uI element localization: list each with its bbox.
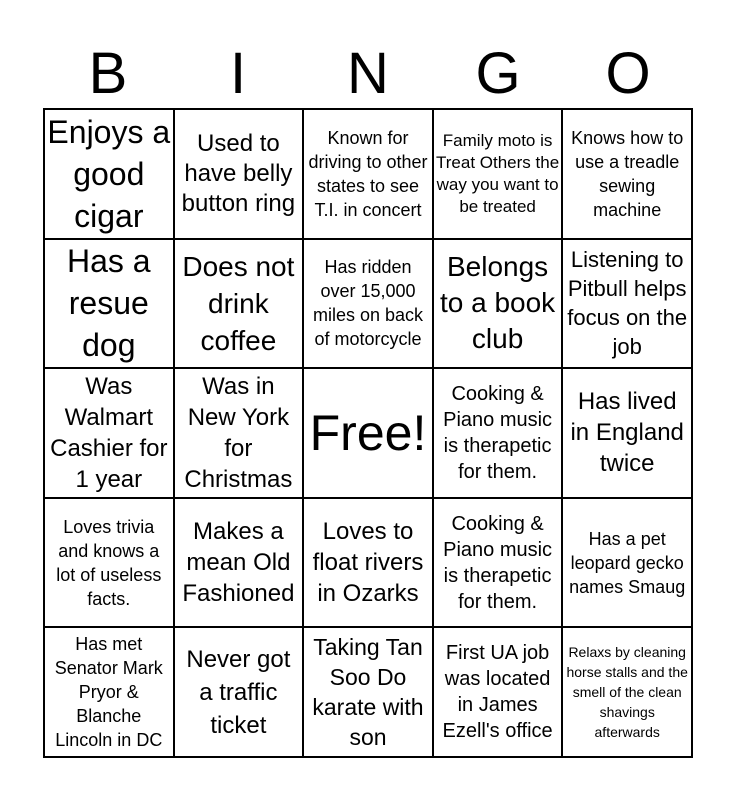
bingo-header (43, 40, 693, 108)
bingo-cell[interactable] (303, 239, 433, 369)
bingo-cell[interactable] (433, 239, 563, 369)
bingo-cell[interactable] (44, 109, 174, 239)
bingo-cell[interactable] (174, 627, 304, 757)
bingo-cell[interactable] (433, 109, 563, 239)
cell-text: Cooking & Piano music is therapetic for them. (443, 512, 553, 613)
header-letter-i: I (229, 41, 247, 106)
bingo-cell[interactable] (433, 498, 563, 628)
cell-text: Has met Senator Mark Pryor & Blanche Lincoln in DC (54, 634, 163, 751)
bingo-cell[interactable] (433, 368, 563, 498)
header-letter-n: N (347, 41, 389, 106)
bingo-cell[interactable] (303, 498, 433, 628)
cell-text: Belongs to a book club (439, 251, 556, 355)
bingo-cell[interactable] (303, 627, 433, 757)
header-letter-g: G (475, 41, 521, 106)
bingo-cell[interactable] (44, 498, 174, 628)
cell-text: Has a resue dog (67, 243, 151, 364)
cell-text: Relaxs by cleaning horse stalls and the smell of the clean shavings afterwards (566, 644, 688, 741)
bingo-cell[interactable] (44, 368, 174, 498)
cell-text: Known for driving to other states to see T.I. in concert (308, 127, 428, 220)
bingo-cell[interactable] (44, 239, 174, 369)
cell-text: Makes a mean Old Fashioned (182, 518, 295, 608)
cell-text: Free! (309, 404, 427, 461)
cell-text: Listening to Pitbull helps focus on the job (567, 247, 688, 360)
bingo-cell[interactable] (562, 498, 692, 628)
free-space[interactable] (303, 368, 433, 498)
cell-text: Loves trivia and knows a lot of useless facts. (56, 516, 162, 609)
bingo-cell[interactable] (562, 368, 692, 498)
cell-text: Was in New York for Christmas (184, 373, 293, 493)
bingo-cell[interactable] (174, 498, 304, 628)
cell-text: Family moto is Treat Others the way you want to be treated (436, 130, 560, 216)
cell-text: Cooking & Piano music is therapetic for them. (443, 382, 553, 483)
bingo-cell[interactable] (303, 109, 433, 239)
bingo-cell[interactable] (44, 627, 174, 757)
header-letter-b: B (88, 41, 128, 106)
cell-text: Enjoys a good cigar (47, 113, 171, 234)
cell-text: Has a pet leopard gecko names Smaug (569, 528, 686, 597)
bingo-cell[interactable] (562, 109, 692, 239)
cell-text: Used to have belly button ring (181, 129, 296, 217)
bingo-grid (43, 108, 693, 758)
bingo-cell[interactable] (174, 109, 304, 239)
cell-text: Has lived in England twice (570, 388, 684, 478)
cell-text: Never got a traffic ticket (186, 645, 291, 739)
cell-text: Was Walmart Cashier for 1 year (50, 373, 168, 493)
cell-text: Loves to float rivers in Ozarks (312, 518, 424, 608)
bingo-cell[interactable] (562, 239, 692, 369)
header-letter-o: O (605, 41, 651, 106)
cell-text: Taking Tan Soo Do karate with son (312, 634, 424, 751)
cell-text: Has ridden over 15,000 miles on back of motorcycle (312, 257, 424, 350)
cell-text: Knows how to use a treadle sewing machine (571, 127, 684, 220)
bingo-cell[interactable] (562, 627, 692, 757)
bingo-cell[interactable] (174, 368, 304, 498)
bingo-cell[interactable] (174, 239, 304, 369)
cell-text: Does not drink coffee (182, 250, 295, 356)
cell-text: First UA job was located in James Ezell's office (442, 642, 553, 743)
bingo-cell[interactable] (433, 627, 563, 757)
